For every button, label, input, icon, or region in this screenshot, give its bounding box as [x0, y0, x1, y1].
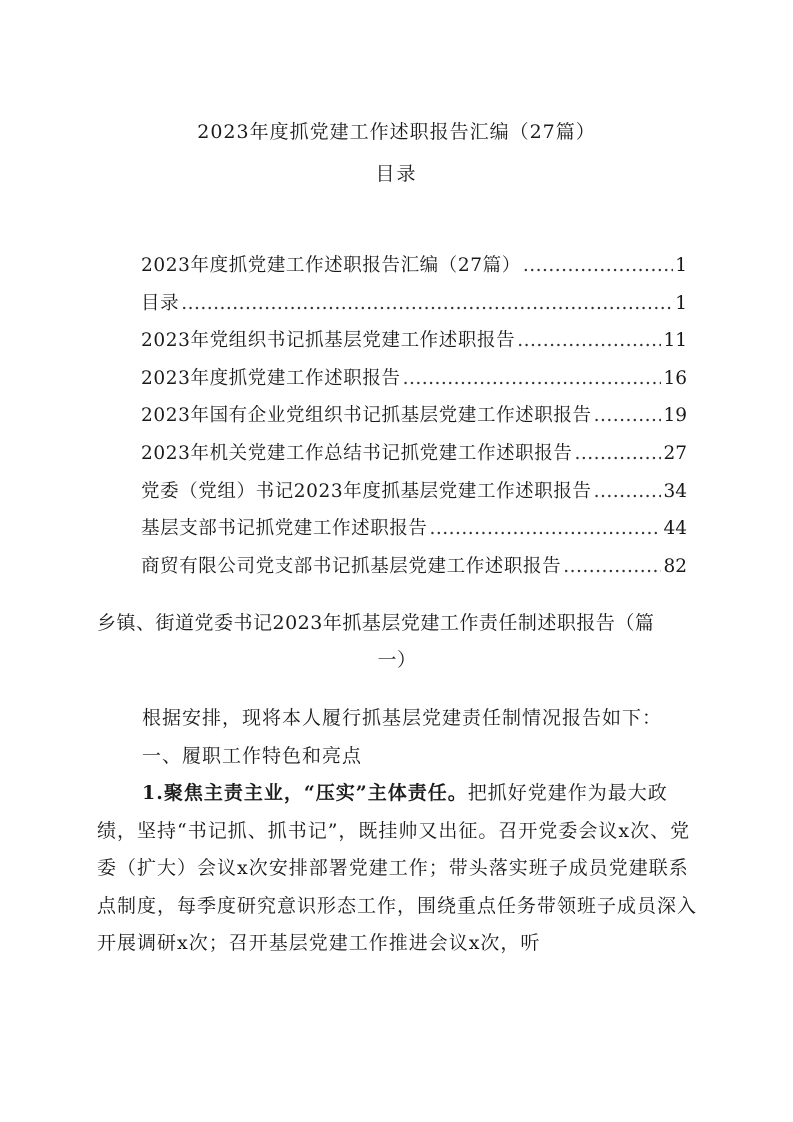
toc-leader-dots — [181, 293, 673, 314]
paragraph-lead: 1.聚焦主责主业，“压实”主体责任。 — [142, 782, 468, 804]
toc-leader-dots — [574, 443, 661, 464]
table-of-contents — [141, 251, 687, 589]
toc-heading: 目录 — [375, 163, 418, 185]
toc-entry-page: 44 — [663, 518, 687, 540]
toc-entry-page: 11 — [663, 330, 687, 352]
toc-entry[interactable] — [141, 552, 687, 590]
paragraph-text: 把抓好党建作为最大政绩，坚持“书记抓、抓书记”，既挂帅又出征。召开党委会议x次、党委（扩大）会议x次安排部署党建工作；带头落实班子成员党建联系点制度，每季度研究意识形态工作，围绕重点任务带领班子成员深入开展调研x次；召开基层党建工作推进会议x次，听 — [97, 782, 698, 955]
toc-entry-title: 2023年机关党建工作总结书记抓党建工作述职报告 — [141, 442, 573, 464]
section-heading-line2: 一） — [377, 649, 417, 671]
toc-entry[interactable] — [141, 364, 687, 402]
toc-entry-title: 目录 — [141, 292, 180, 314]
toc-leader-dots — [517, 330, 661, 351]
toc-entry-page: 1 — [675, 292, 687, 314]
toc-entry-page: 1 — [675, 255, 687, 276]
toc-entry-page: 27 — [663, 442, 687, 464]
toc-entry[interactable] — [141, 251, 687, 289]
toc-entry-page: 16 — [663, 367, 687, 389]
toc-entry[interactable] — [141, 401, 687, 439]
body-paragraph — [97, 775, 697, 963]
toc-entry[interactable] — [141, 439, 687, 477]
toc-leader-dots — [594, 405, 662, 426]
subheading: 一、履职工作特色和亮点 — [142, 745, 363, 767]
toc-leader-dots — [563, 556, 661, 577]
toc-entry-page: 19 — [663, 405, 687, 427]
toc-leader-dots — [403, 368, 662, 389]
toc-entry-title: 商贸有限公司党支部书记抓基层党建工作述职报告 — [141, 555, 562, 577]
toc-leader-dots — [430, 518, 662, 539]
toc-entry-page: 34 — [663, 480, 687, 502]
toc-entry-title: 2023年党组织书记抓基层党建工作述职报告 — [141, 330, 516, 352]
section-heading — [97, 605, 697, 679]
toc-entry[interactable] — [141, 477, 687, 515]
intro-paragraph: 根据安排，现将本人履行抓基层党建责任制情况报告如下： — [142, 707, 663, 729]
toc-leader-dots — [523, 255, 673, 276]
toc-entry-title: 2023年国有企业党组织书记抓基层党建工作述职报告 — [141, 405, 592, 427]
toc-entry-title: 2023年度抓党建工作述职报告汇编（27篇） — [141, 255, 521, 276]
toc-entry[interactable] — [141, 514, 687, 552]
toc-entry-page: 82 — [663, 555, 687, 577]
document-title: 2023年度抓党建工作述职报告汇编（27篇） — [197, 121, 596, 143]
toc-leader-dots — [594, 481, 662, 502]
toc-entry[interactable] — [141, 326, 687, 364]
toc-entry-title: 基层支部书记抓党建工作述职报告 — [141, 518, 428, 540]
toc-entry-title: 2023年度抓党建工作述职报告 — [141, 367, 401, 389]
toc-entry[interactable] — [141, 289, 687, 327]
section-heading-line1: 乡镇、街道党委书记2023年抓基层党建工作责任制述职报告（篇 — [97, 612, 655, 634]
toc-entry-title: 党委（党组）书记2023年度抓基层党建工作述职报告 — [141, 480, 592, 502]
